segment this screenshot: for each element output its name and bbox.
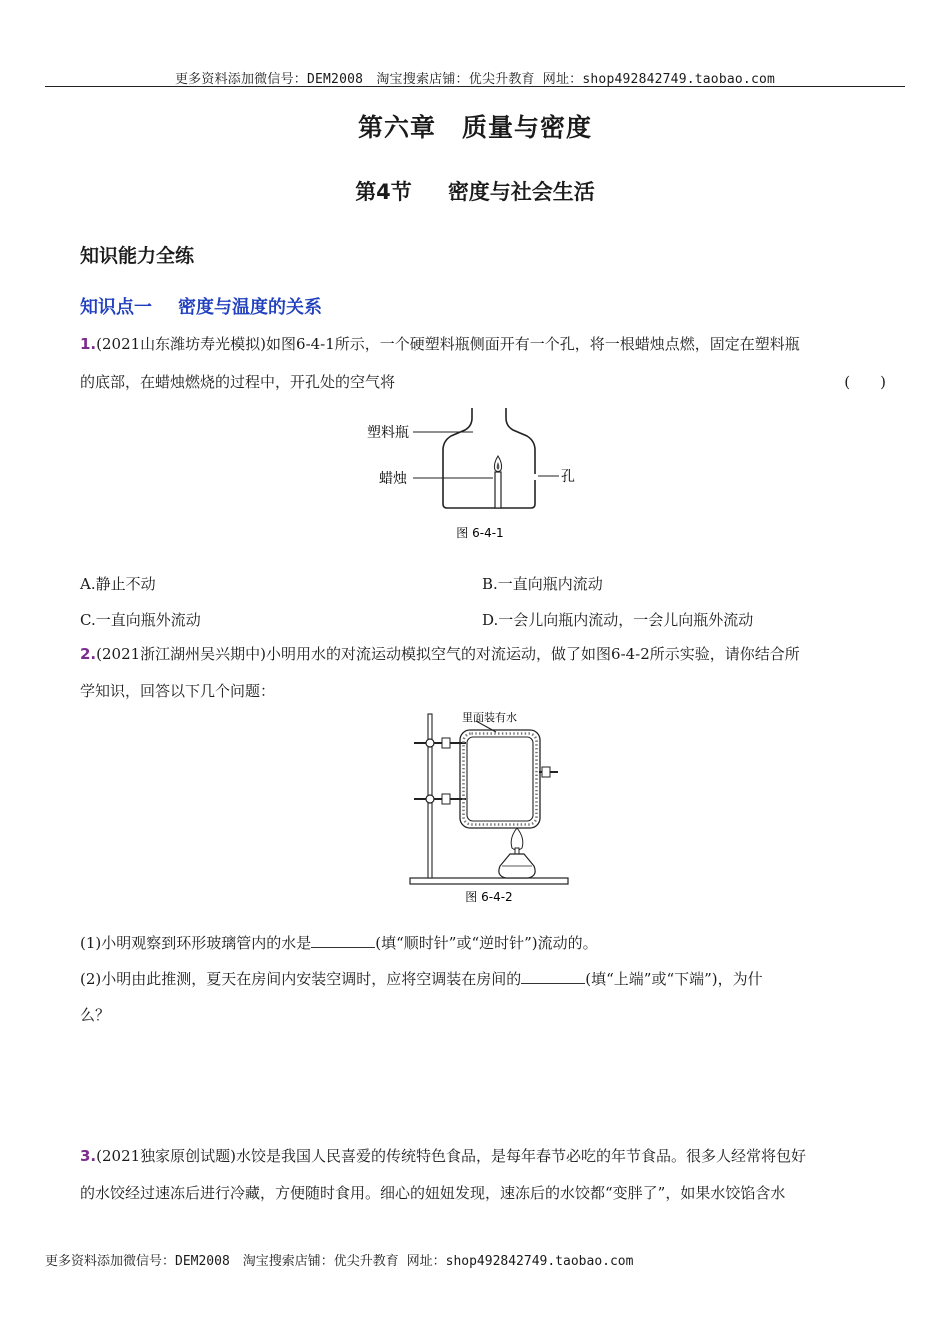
lamp-flame-icon (511, 828, 523, 850)
q2-sub2 (80, 969, 886, 989)
q1-option-b: B.一直向瓶内流动 (482, 575, 603, 593)
q2-sub1-after: (填“顺时针”或“逆时针”)流动的。 (375, 934, 598, 952)
water-dots (464, 734, 537, 825)
stand-base (410, 878, 568, 884)
q2-line2 (80, 681, 886, 701)
section-name: 密度与社会生活 (447, 180, 595, 204)
figure-6-4-1 (355, 400, 605, 550)
q2-sub1 (80, 933, 886, 953)
knowledge-point-heading (80, 293, 322, 319)
q3-text-1: (2021独家原创试题)水饺是我国人民喜爱的传统特色食品，是每年春节必吃的年节食品。很多人经常将包好 (96, 1147, 807, 1165)
q2-number: 2. (80, 645, 97, 663)
q1-option-d: D.一会儿向瓶内流动，一会儿向瓶外流动 (482, 611, 754, 629)
chapter-title: 第六章 质量与密度 (357, 113, 592, 142)
label-hole: 孔 (561, 469, 575, 485)
page-footer: 更多资料添加微信号：DEM2008 淘宝搜索店铺：优尖升教育 网址：shop492842749.taobao.com (45, 1254, 634, 1269)
q3-number: 3. (80, 1147, 97, 1165)
q1-text-1: (2021山东潍坊寿光模拟)如图6-4-1所示，一个硬塑料瓶侧面开有一个孔，将一根蜡烛点燃，固定在塑料瓶 (96, 335, 800, 353)
q2-sub2-before: (2)小明由此推测，夏天在房间内安装空调时，应将空调装在房间的 (80, 970, 522, 988)
q2-sub2-blank[interactable] (521, 969, 585, 984)
q2-sub2-after: (填“上端”或“下端”)，为什 (585, 970, 763, 988)
q1-number: 1. (80, 335, 97, 353)
q1-answer-bracket: ( ) (844, 373, 886, 391)
glass-loop-outer (460, 730, 540, 828)
q1-line1 (80, 334, 886, 354)
label-water: 里面装有水 (462, 711, 517, 724)
q2-line1 (80, 644, 886, 664)
glass-loop-inner (467, 737, 533, 821)
q1-line2 (80, 372, 886, 392)
q2-sub1-blank[interactable] (311, 933, 375, 948)
q1-option-c: C.一直向瓶外流动 (80, 611, 201, 629)
figure-6-4-2 (400, 710, 580, 910)
q3-line1 (80, 1146, 886, 1166)
q3-line2: 的水饺经过速冻后进行冷藏，方便随时食用。细心的妞妞发现，速冻后的水饺都“变胖了”，如果水饺馅含水 (80, 1184, 786, 1202)
q2-sub2-line2: 么？ (80, 1006, 111, 1024)
q2-text-1: (2021浙江湖州吴兴期中)小明用水的对流运动模拟空气的对流运动，做了如图6-4-2所示实验，请你结合所 (96, 645, 800, 663)
knowledge-point-label: 知识点一 (80, 297, 152, 318)
label-bottle: 塑料瓶 (367, 425, 409, 441)
header-divider (45, 86, 905, 87)
caption-6-4-1: 图 6-4-1 (456, 526, 504, 540)
bottle-outline (443, 408, 535, 508)
label-candle: 蜡烛 (379, 471, 407, 487)
candle-body (495, 472, 501, 508)
q2-sub1-before: (1)小明观察到环形玻璃管内的水是 (80, 934, 312, 952)
q2-text-2: 学知识，回答以下几个问题： (80, 682, 276, 700)
page-header: 更多资料添加微信号：DEM2008 淘宝搜索店铺：优尖升教育 网址：shop492842749.taobao.com (174, 72, 776, 87)
section-title (0, 176, 950, 206)
knowledge-point-title: 密度与温度的关系 (178, 297, 322, 318)
q1-option-a: A.静止不动 (80, 575, 156, 593)
caption-6-4-2: 图 6-4-2 (465, 890, 513, 904)
q1-text-2: 的底部，在蜡烛燃烧的过程中，开孔处的空气将 (80, 373, 396, 391)
section-number: 第4节 (355, 180, 412, 204)
practice-heading: 知识能力全练 (80, 245, 195, 267)
